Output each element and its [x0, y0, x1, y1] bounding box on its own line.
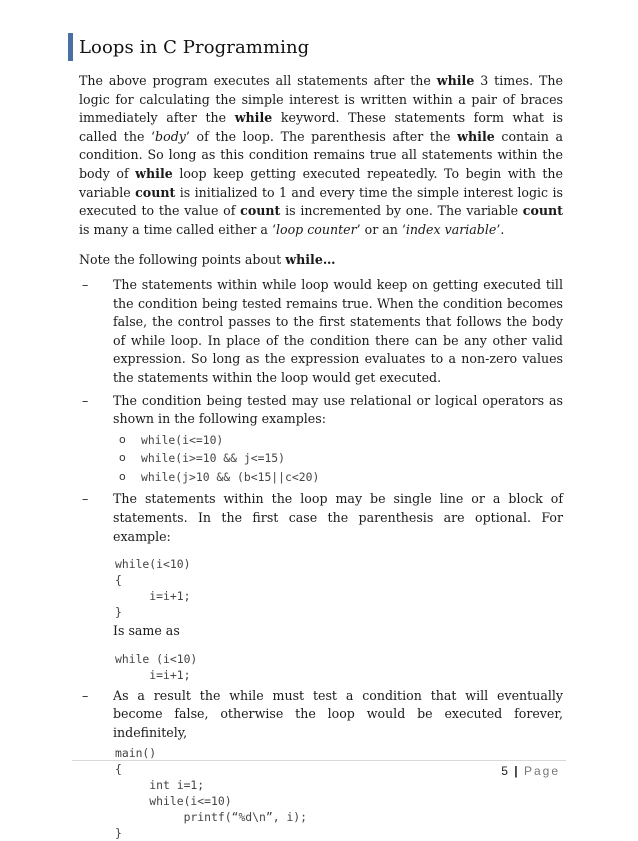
page-footer — [501, 764, 560, 778]
list-item: – The statements within the loop may be single line or a block of statements. In the first case the parenthesis are optional. For example: — [82, 491, 563, 544]
page-label: Page — [523, 764, 560, 778]
dash-bullet: – — [82, 276, 89, 292]
page-title: Loops in C Programming — [79, 36, 310, 58]
page-number: 5 — [501, 764, 508, 778]
circle-bullet-icon: o — [119, 451, 126, 465]
circle-bullet-icon: o — [119, 432, 126, 446]
examples-list — [113, 431, 563, 487]
circle-bullet-icon: o — [119, 469, 126, 483]
example-item: o while(i<=10) — [113, 431, 563, 450]
footer-divider — [72, 760, 566, 761]
page-header — [68, 34, 309, 60]
code-block-braces: while(i<10) { i=i+1; } — [115, 557, 191, 620]
code-block-no-braces: while (i<10) i=i+1; — [115, 651, 198, 682]
dash-bullet: – — [82, 491, 89, 507]
points-list-continued — [79, 687, 563, 743]
dash-bullet: – — [82, 392, 89, 408]
code-block-infinite-loop: main() { int i=1; while(i<=10) printf(“%d\n”, i); } — [115, 745, 308, 840]
points-list — [79, 276, 563, 546]
list-item: – The statements within while loop would keep on getting executed till the condition being tested remains true. When the condition becomes false, the control passes to the first statements that follows the body of while loop. In place of the condition there can be any other valid expression. So long as the expression evaluates to a non-zero values the statements within the loop would get executed. — [82, 276, 563, 385]
note-heading: Note the following points about while… — [79, 252, 336, 268]
body-text — [79, 72, 563, 841]
list-item: – The condition being tested may use relational or logical operators as shown in the following examples: o while(i<=10) o while(i>=10 && j<=15) o while(j>10 && (b<15||c<20) — [79, 392, 563, 487]
list-item: – As a result the while must test a condition that will eventually become false, otherwise the loop would be executed forever, indefinitely, — [82, 687, 563, 741]
header-accent-bar — [68, 33, 73, 61]
same-as-text: Is same as — [113, 623, 180, 639]
intro-paragraph: The above program executes all statements after the while 3 times. The logic for calculating the simple interest is written within a pair of braces immediately after the while keyword. These statements form what is called the ‘body’ of the loop. The parenthesis after the while contain a condition. So long as this condition remains true all statements within the body of while loop keep getting executed repeatedly. To begin with the variable count is initialized to 1 and every time the simple interest logic is executed to the value of count is incremented by one. The variable count is many a time called either a ‘loop counter’ or an ‘index variable’. — [79, 73, 563, 237]
example-item: o while(i>=10 && j<=15) — [113, 449, 563, 468]
footer-separator: | — [514, 764, 518, 778]
dash-bullet: – — [82, 687, 89, 703]
example-item: o while(j>10 && (b<15||c<20) — [113, 468, 563, 487]
